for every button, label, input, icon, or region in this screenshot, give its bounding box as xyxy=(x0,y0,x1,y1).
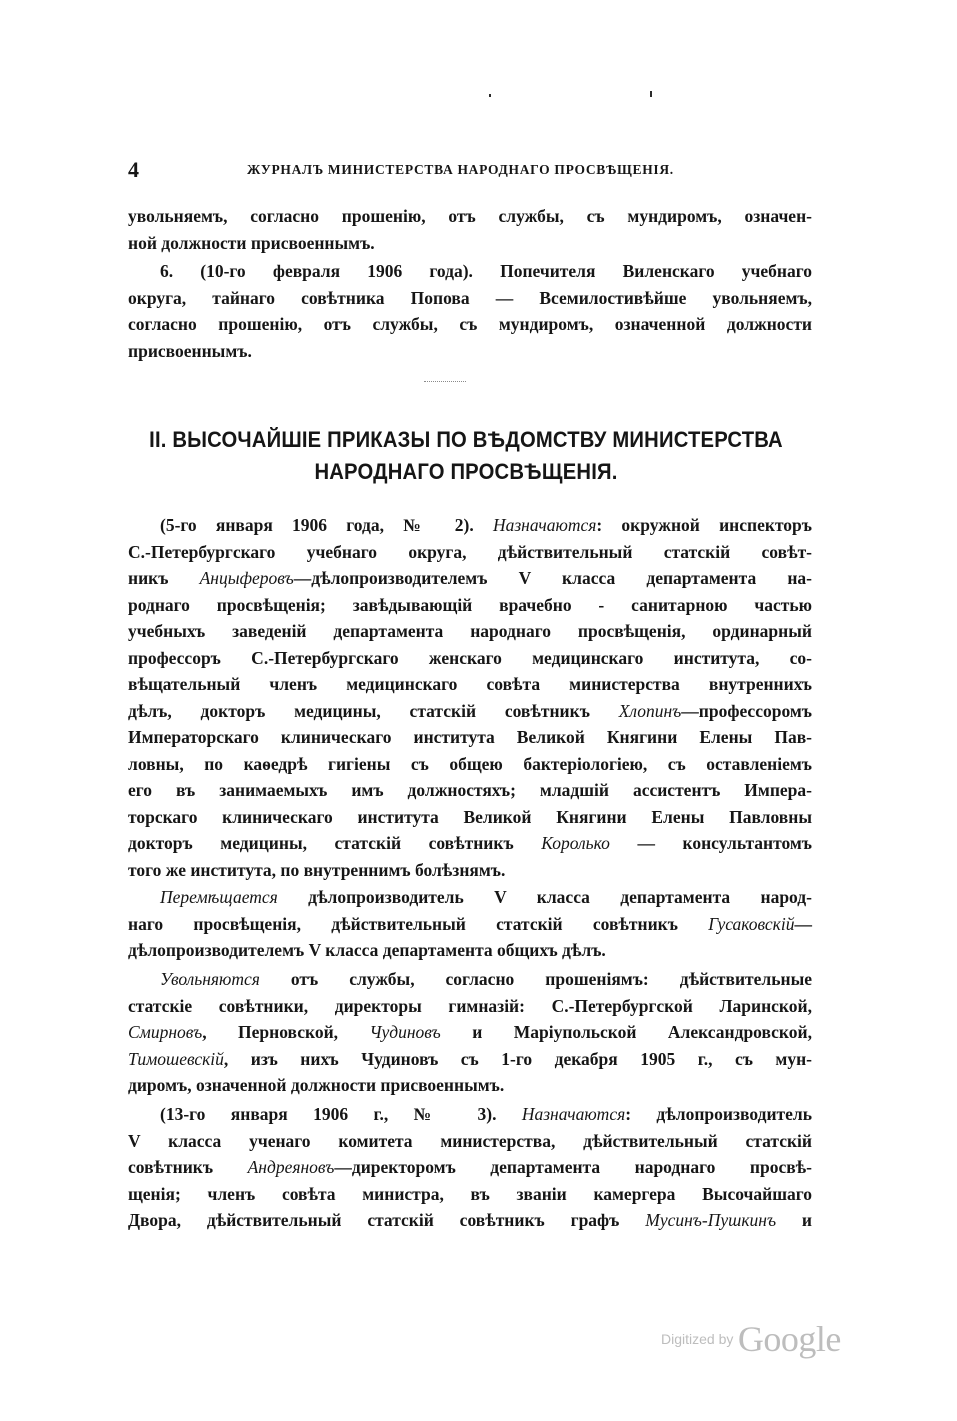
paragraph-dismissal xyxy=(128,966,812,1099)
text-line: согласно прошенію, отъ службы, съ мундиромъ, означенной должности xyxy=(128,314,812,334)
text-line: (13-го января 1906 г., № 3). Назначаются: дѣлопроизводитель xyxy=(160,1104,812,1124)
italic-term: Увольняются xyxy=(160,969,260,989)
text-line: статскіе совѣтники, директоры гимназій: С.-Петербургской Ларинской, xyxy=(128,995,812,1016)
section-divider xyxy=(424,381,466,382)
text-line: профессоръ С.-Петербургскаго женскаго медицинскаго института, со- xyxy=(128,647,812,668)
scan-speck xyxy=(650,91,652,97)
italic-name: Хлопинъ xyxy=(618,700,682,721)
text-line: роднаго просвѣщенія; завѣдывающій врачебно - санитарною частью xyxy=(128,594,812,615)
text-line: Тимошевскій, изъ нихъ Чудиновъ съ 1-го декабря 1905 г., съ мун- xyxy=(128,1048,812,1069)
section-heading-line-2: НАРОДНАГО ПРОСВѢЩЕНІЯ. xyxy=(314,459,618,484)
text-line: наго просвѣщенія, дѣйствительный статскій совѣтникъ Гусаковскій— xyxy=(128,913,812,934)
text-line: Увольняются отъ службы, согласно прошеніямъ: дѣйствительные xyxy=(160,969,812,989)
italic-name: Мусинъ-Пушкинъ xyxy=(645,1210,777,1230)
page-number: 4 xyxy=(128,157,139,182)
italic-name: Смирновъ xyxy=(128,1022,203,1042)
digitized-by-google-watermark xyxy=(661,1318,841,1360)
scan-speck xyxy=(489,94,491,97)
italic-name: Анцыферовъ xyxy=(199,568,294,588)
italic-term: Назначаются xyxy=(492,515,597,535)
text-line: диромъ, означенной должности присвоеннымъ. xyxy=(128,1075,505,1095)
section-heading-line-1: II. ВЫСОЧАЙШІЕ ПРИКАЗЫ ПО ВѢДОМСТВУ МИНИСТЕРСТВА xyxy=(149,427,783,452)
paragraph-order-2 xyxy=(128,512,812,883)
text-line: (5-го января 1906 года, № 2). Назначаются: окружной инспекторъ xyxy=(160,515,812,535)
text-line: никъ Анцыферовъ—дѣлопроизводителемъ V класса департамента на- xyxy=(128,568,812,588)
watermark-prefix: Digitized by xyxy=(661,1331,734,1347)
italic-name: Тимошевскій xyxy=(128,1048,224,1069)
paragraph-order-3 xyxy=(128,1101,812,1234)
google-logo: Google xyxy=(737,1319,841,1359)
text-line: 6. (10-го февраля 1906 года). Попечителя Виленскаго учебнаго xyxy=(160,261,812,281)
text-line: С.-Петербургскаго учебнаго округа, дѣйствительный статскій совѣт- xyxy=(128,541,812,562)
text-line: Перемѣщается дѣлопроизводитель V класса департамента народ- xyxy=(160,887,812,907)
text-line: его въ занимаемыхъ имъ должностяхъ; младшій ассистентъ Импера- xyxy=(128,780,812,800)
text-line: того же института, по внутреннимъ болѣзнямъ. xyxy=(128,859,506,880)
text-line: учебныхъ заведеній департамента народнаго просвѣщенія, ординарный xyxy=(128,621,812,641)
italic-term: Назначаются xyxy=(521,1104,626,1124)
text-line: V класса ученаго комитета министерства, дѣйствительный статскій xyxy=(128,1130,812,1151)
text-line: ловны, по каѳедрѣ гигіены съ общею бактеріологіею, съ оставленіемъ xyxy=(128,753,812,774)
italic-term: Перемѣщается xyxy=(160,887,278,907)
text-line: Смирновъ, Перновской, Чудиновъ и Маріупольской Александровской, xyxy=(128,1022,812,1042)
italic-name: Чудиновъ xyxy=(369,1022,441,1042)
text-line: вѣщательный членъ медицинскаго совѣта министерства внутреннихъ xyxy=(128,674,812,694)
text-line: торскаго клиническаго института Великой Княгини Елены Павловны xyxy=(128,806,812,827)
text-line: ной должности присвоеннымъ. xyxy=(128,232,375,253)
text-line: присвоеннымъ. xyxy=(128,340,252,361)
italic-name: Андреяновъ xyxy=(247,1157,335,1177)
text-line: Императорскаго клиническаго института Великой Княгини Елены Пав- xyxy=(128,727,812,747)
text-line: докторъ медицины, статскій совѣтникъ Королько — консультантомъ xyxy=(128,833,812,853)
running-head: ЖУРНАЛЪ МИНИСТЕРСТВА НАРОДНАГО ПРОСВѢЩЕНІЯ. xyxy=(247,162,674,177)
paragraph-transfer xyxy=(128,884,812,964)
paragraph-continuation xyxy=(128,203,812,256)
text-line: дѣлъ, докторъ медицины, статскій совѣтникъ Хлопинъ—профессоромъ xyxy=(128,700,812,721)
text-line: округа, тайнаго совѣтника Попова — Всемилостивѣйше увольняемъ, xyxy=(128,287,812,308)
text-line: щенія; членъ совѣта министра, въ званіи камергера Высочайшаго xyxy=(128,1183,812,1204)
italic-name: Королько xyxy=(541,833,610,853)
text-line: Двора, дѣйствительный статскій совѣтникъ графъ Мусинъ-Пушкинъ и xyxy=(128,1210,812,1230)
section-heading xyxy=(148,424,785,488)
text-line: увольняемъ, согласно прошенію, отъ службы, съ мундиромъ, означен- xyxy=(128,206,812,226)
text-line: совѣтникъ Андреяновъ—директоромъ департамента народнаго просвѣ- xyxy=(128,1157,812,1177)
text-line: дѣлопроизводителемъ V класса департамента общихъ дѣлъ. xyxy=(128,940,606,960)
paragraph-item-6 xyxy=(128,258,812,364)
italic-name: Гусаковскій xyxy=(708,913,795,934)
